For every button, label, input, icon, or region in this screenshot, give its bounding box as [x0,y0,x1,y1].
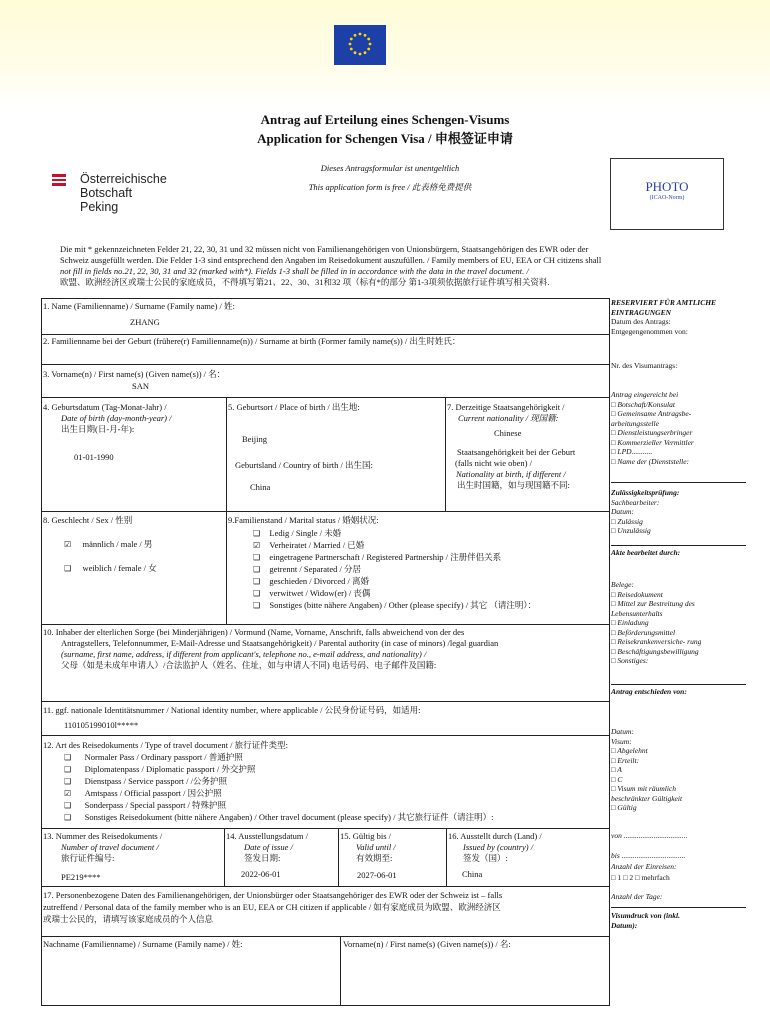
grid-line [41,298,610,299]
decision-item: □ Abgelehnt [611,746,648,755]
reserved-heading-2: EINTRAGUNGEN [611,307,672,317]
divider [611,907,746,908]
photo-box[interactable] [610,158,724,230]
field-2-label: 2. Familienname bei der Geburt (frühere(r) Familienname(n)) / Surname at birth (Former family name(s)) / 出生时姓氏： [43,336,461,346]
field-7-label: 7. Derzeitige Staatsangehörigkeit / [447,402,565,412]
sex-female-option[interactable] [64,563,157,574]
marital-option-label: getrennt / Separated / 分居 [269,564,361,574]
grid-line [41,334,610,335]
checkbox-icon[interactable]: ❑ [64,777,72,786]
checkbox-checked-icon[interactable]: ☑ [64,540,72,549]
document-type-list [64,752,493,823]
days-label: Anzahl der Tage: [611,892,663,901]
field-16-label: 16. Ausstellt durch (Land) / [448,831,542,841]
field-17-label-3: 或瑞士公民的，请填写该家庭成员的个人信息 [43,914,214,924]
marital-option[interactable] [253,600,536,611]
field-5-value[interactable]: Beijing [242,434,268,444]
decision-item: □ Gültig [611,803,637,812]
field-4-label: 4. Geburtsdatum (Tag-Monat-Jahr) / [43,402,167,412]
photo-label: PHOTO [645,179,689,194]
logo-line-1: Österreichische [80,172,167,186]
field-15-label: 15. Gültig bis / [340,831,392,841]
checkbox-icon[interactable]: ❑ [64,765,72,774]
field-7-value[interactable]: Chinese [494,428,522,438]
decision-block [611,727,682,813]
field-10-label-3: (surname, first name, address, if different from applicant's, telephone no., e-mail address, and nationality) / [61,649,427,659]
evidence-item: □ Mittel zur Bestreitung des [611,599,695,608]
field-7b-label-4: 出生时国籍，如与现国籍不同: [457,480,570,490]
grid-line [41,397,610,398]
valid-to: bis .................................. [611,851,686,860]
field-5-label: 5. Geburtsort / Place of birth / 出生地: [228,402,360,412]
document-type-option[interactable] [64,800,493,811]
field-11-value[interactable]: 110105199010l***** [64,720,139,730]
field-16-label-en: Issued by (country) / [463,842,534,852]
form-title-de: Antrag auf Erteilung eines Schengen-Visums [260,112,510,127]
grid-line [41,624,610,625]
decided-by: Antrag entschieden von: [611,687,687,696]
grid-line [41,364,610,365]
field-15-label-zh: 有效期至: [356,853,393,863]
field-15-label-en: Valid until / [356,842,396,852]
checkbox-icon[interactable]: ❑ [253,589,261,598]
checkbox-icon[interactable]: ❑ [64,801,72,810]
intro-line-3: not fill in fields no.21, 22, 30, 31 and 32 (marked with*). Fields 1-3 shall be filled in in accordance with the data in the travel document. / [60,266,529,276]
decision-item: □ Visum mit räumlich [611,784,677,793]
visa-application-number: Nr. des Visumantrags: [611,361,678,370]
admissibility-item: Sachbearbeiter: [611,497,660,507]
document-type-label: Diplomatenpass / Diplomatic passport / 外交护照 [84,764,256,774]
marital-option[interactable] [253,552,536,563]
evidence-item: □ Beförderungsmittel [611,627,676,637]
grid-line [41,828,610,829]
field-7b-label-2: (falls nicht wie oben) / [455,458,532,468]
visa-print-2: Datum): [611,921,638,930]
document-type-label: Normaler Pass / Ordinary passport / 普通护照 [84,752,243,762]
field-10-label-1: 10. Inhaber der elterlichen Sorge (bei Minderjährigen) / Vormund (Name, Vorname, Anschrift, falls abweichend von der des [43,627,465,637]
date-applied: Datum des Antrags: [611,317,671,326]
document-type-label: Amtspass / Official passport / 因公护照 [84,788,222,798]
grid-line [446,828,447,887]
field-14-label: 14. Ausstellungsdatum / [226,831,308,841]
field-13-label-zh: 旅行证件编号: [61,853,115,863]
field-17-label-2: zutreffend / Personal data of the family member who is an EU, EEA or CH citizen if applicable / 如有家庭成员为欧盟、欧洲经济区 [43,902,501,912]
submitted-item: □ Name der (Dienststelle: [611,456,690,466]
document-type-label: Dienstpass / Service passport / /公务护照 [84,776,227,786]
document-type-option[interactable] [64,764,493,775]
submitted-heading: Antrag eingereicht bei [611,390,679,399]
field-3-label: 3. Vorname(n) / First name(s) (Given name(s)) / 名： [43,369,226,379]
field-9-label: 9.Familienstand / Marital status / 婚姻状况: [228,515,379,525]
decision-item: □ A [611,765,622,774]
document-type-option[interactable] [64,812,493,823]
checkbox-icon[interactable]: ❑ [253,577,261,586]
submitted-item: arbeitungsstelle [611,418,659,428]
submitted-item: □ Botschaft/Konsulat [611,399,675,409]
checkbox-icon[interactable]: ❑ [64,564,72,573]
marital-status-list [253,528,536,611]
checkbox-icon[interactable]: ❑ [253,553,261,562]
submitted-at-block [611,390,694,466]
grid-line [224,828,225,887]
document-type-label: Sonstiges Reisedokument (bitte nähere Angaben) / Other travel document (please specify) / 其它旅行证件（请注明）: [84,812,494,822]
decision-item: □ C [611,774,623,784]
field-11-label: 11. ggf. nationale Identitätsnummer / National identity number, where applicable / 公民身份证号码，如适用: [43,705,421,715]
field-12-label: 12. Art des Reisedokuments / Type of travel document / 旅行证件类型: [43,740,289,750]
admissibility-item: □ Zulässig [611,516,643,526]
grid-line [41,886,610,887]
field-17-first-name[interactable]: Vorname(n) / First name(s) (Given name(s)) / 名: [343,939,511,949]
marital-option[interactable] [253,540,536,551]
divider [611,684,746,685]
checkbox-icon[interactable]: ❑ [253,565,261,574]
decision-item: Visum: [611,736,632,746]
grid-line [338,828,339,887]
field-17-label-1: 17. Personenbezogene Daten des Familienangehörigen, der Unionsbürger oder Staatsangehöriger des EWR oder der Schweiz ist – falls [43,890,503,900]
admissibility-heading: Zulässigkeitsprüfung: [611,488,680,497]
grid-line [340,936,341,1006]
field-4-value[interactable]: 01-01-1990 [74,452,114,462]
grid-line [41,701,610,702]
field-6-label: Geburtsland / Country of birth / 出生国: [235,460,373,470]
field-13-label: 13. Nummer des Reisedokuments / [43,831,163,841]
evidence-item: Lebensunterhalts [611,608,663,618]
admissibility-block [611,488,679,536]
decision-item: □ Erteilt: [611,755,640,765]
grid-line [41,936,610,937]
marital-option[interactable] [253,564,536,575]
checkbox-icon[interactable]: ❑ [64,753,72,762]
grid-line [609,298,610,1006]
official-use-column [611,298,747,336]
intro-line-4: 欧盟、欧洲经济区或瑞士公民的家庭成员，不得填写第21、22、30、31和32 项（标有*的部分 第1-3项须依据旅行证件填写相关资料. [60,277,550,287]
eu-stars-icon [334,25,386,65]
checkbox-icon[interactable]: ❑ [253,601,261,610]
grid-line [445,397,446,512]
decision-item: beschränkter Gültigkeit [611,793,683,803]
field-1-label: 1. Name (Familienname) / Surname (Family name) / 姓: [43,301,235,311]
field-14-label-zh: 签发日期: [244,853,281,863]
field-16-label-zh: 签发（国）: [463,853,508,863]
marital-option-label: verwitwet / Widow(er) / 丧偶 [269,588,371,598]
photo-sub: (ICAO-Norm) [649,195,685,201]
checkbox-checked-icon[interactable]: ☑ [64,789,72,798]
logo-line-3: Peking [80,200,119,214]
valid-from: von .................................. [611,831,688,840]
field-10-label-2: Antragstellers, Telefonnummer, E-Mail-Adresse und Staatsangehörigkeit) / Parental authority (in case of minors) /legal guardian [61,638,499,648]
marital-option-label: eingetragene Partnerschaft / Registered Partnership / 注册伴侣关系 [269,552,502,562]
field-13-label-en: Number of travel document / [61,842,159,852]
evidence-item: □ Reisekrankenversiche- rung [611,637,702,646]
field-17-surname[interactable]: Nachname (Familienname) / Surname (Family name) / 姓: [43,939,243,949]
marital-option[interactable] [253,588,536,599]
field-15-value[interactable]: 2027-06-01 [357,870,397,880]
marital-option-label: Ledig / Single / 未婚 [269,528,342,538]
field-13-value[interactable]: PE219**** [61,872,101,882]
field-14-value[interactable]: 2022-06-01 [241,869,281,879]
sex-female-label: weiblich / female / 女 [82,563,157,573]
free-note-de: Dieses Antragsformular ist unentgeltlich [320,163,460,173]
processed-by: Akte bearbeitet durch: [611,548,681,557]
marital-option-label: Verheiratet / Married / 已婚 [269,540,365,550]
submitted-item: □ LPD........... [611,447,653,456]
entries-label: Anzahl der Einreisen: [611,862,677,871]
eu-flag-icon [334,25,386,65]
free-note-en: This application form is free / 此表格免费提供 [308,182,472,192]
checkbox-icon[interactable]: ❑ [253,529,261,538]
field-10-label-4: 父母（如是未成年申请人）/合法监护人（姓名、住址，如与申请人不同) 电话号码、电子邮件及国籍: [61,660,437,670]
logo-line-2: Botschaft [80,186,133,200]
document-type-option[interactable] [64,788,493,799]
field-16-value[interactable]: China [462,869,483,879]
marital-option[interactable] [253,528,536,539]
field-14-label-en: Date of issue / [244,842,293,852]
submitted-item: □ Dienstleistungserbringer [611,428,693,437]
divider [611,545,746,546]
evidence-item: □ Beschäftigungsbewilligung [611,646,699,656]
grid-line [41,298,42,1006]
marital-option-label: Sonstiges (bitte nähere Angaben) / Other (please specify) / 其它 （请注明）： [269,600,537,610]
intro-line-1: Die mit * gekennzeichneten Felder 21, 22, 30, 31 und 32 müssen nicht von Familienangehörigen von Unionsbürgern, Staatsangehörigen des EWR oder der [60,244,589,254]
evidence-block [611,580,701,666]
grid-line [41,511,610,512]
embassy-logo [52,172,167,214]
admissibility-item: □ Unzulässig [611,526,651,535]
evidence-item: □ Reisedokument [611,589,663,599]
grid-line [41,735,610,736]
received-by: Entgegengenommen von: [611,326,688,336]
evidence-item: □ Einladung [611,618,649,627]
marital-option-label: geschieden / Divorced / 离婚 [269,576,369,586]
document-type-option[interactable] [64,776,493,787]
field-8-label: 8. Geschlecht / Sex / 性别 [43,515,133,525]
checkbox-checked-icon[interactable]: ☑ [253,541,261,550]
grid-line [41,1005,610,1006]
sex-male-label: männlich / male / 男 [82,539,153,549]
field-6-value[interactable]: China [250,482,271,492]
evidence-item: □ Sonstiges: [611,656,649,665]
submitted-item: □ Gemeinsame Antragsbe- [611,409,692,418]
decision-item: Datum: [611,727,634,736]
intro-text [60,244,720,288]
submitted-item: □ Kommerzieller Vermittler [611,437,694,447]
intro-line-2: Schweiz ausgefüllt werden. Die Felder 1-3 sind entsprechend den Angaben im Reisedokument auszufüllen. / Family members of EU, EEA or CH citizens shall [60,255,602,265]
field-7-label-en: Current nationality / 现国籍: [458,413,559,423]
evidence-heading: Belege: [611,580,634,589]
sex-male-option[interactable] [64,539,152,550]
field-7b-label-1: Staatsangehörigkeit bei der Geburt [457,447,576,457]
document-type-option[interactable] [64,752,493,763]
divider [611,482,746,483]
field-4-label-en: Date of birth (day-month-year) / [61,413,172,423]
field-4-label-zh: 出生日期(日-月-年): [61,424,135,434]
document-type-label: Sonderpass / Special passport / 特殊护照 [84,800,227,810]
reserved-heading-1: RESERVIERT FÜR AMTLICHE [611,298,717,307]
marital-option[interactable] [253,576,536,587]
field-7b-label-3: Nationality at birth, if different / [456,469,566,479]
checkbox-icon[interactable]: ❑ [64,813,72,822]
entries-options: □ 1 □ 2 □ mehrfach [611,873,670,882]
field-3-value[interactable]: SAN [132,381,150,391]
admissibility-item: Datum: [611,507,634,516]
form-title-en: Application for Schengen Visa / 申根签证申请 [257,131,513,146]
visa-print-1: Visumdruck von (inkl. [611,911,680,920]
field-1-value[interactable]: ZHANG [130,317,160,327]
